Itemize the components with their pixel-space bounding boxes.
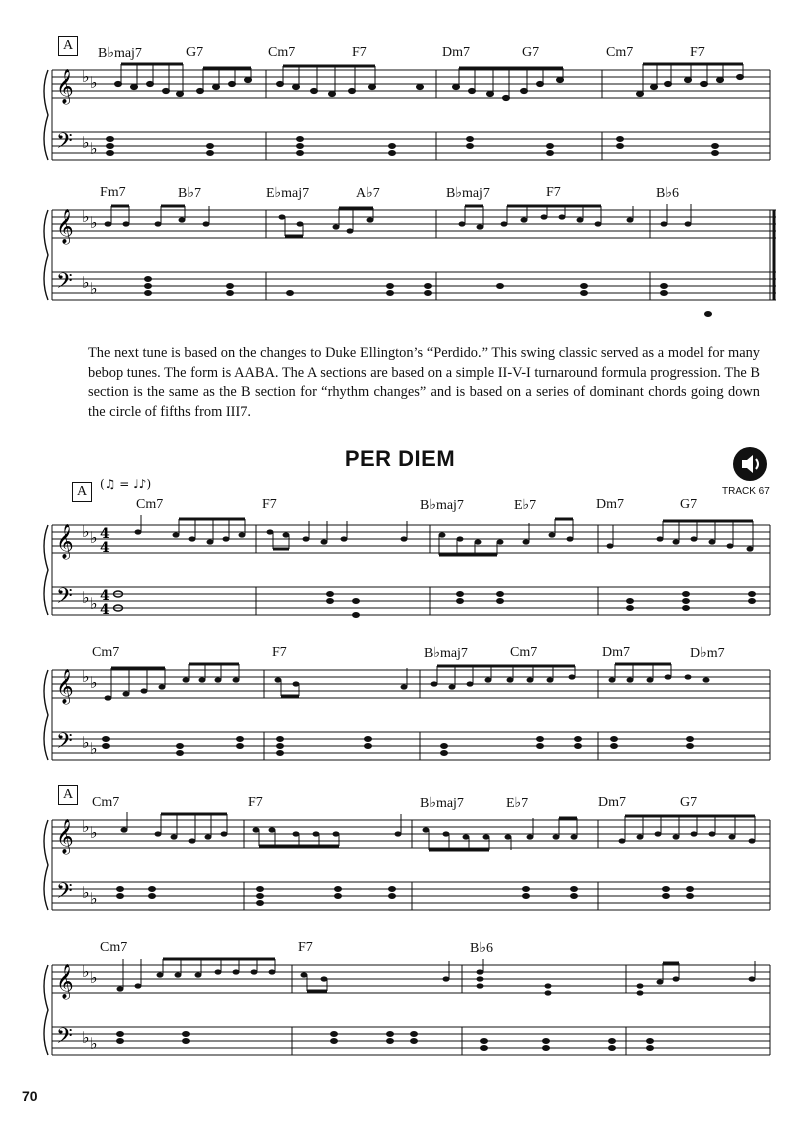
chord-symbol: Cm7 bbox=[92, 795, 120, 810]
chord-symbol: Cm7 bbox=[510, 645, 538, 660]
chord-symbol: Dm7 bbox=[442, 45, 470, 60]
svg-text:𝄢: 𝄢 bbox=[56, 1024, 73, 1054]
chord-symbol: B♭maj7 bbox=[420, 498, 464, 513]
svg-text:4: 4 bbox=[100, 588, 110, 604]
chord-symbol: F7 bbox=[546, 185, 561, 200]
chord-symbol: D♭m7 bbox=[690, 646, 725, 661]
chord-symbol: F7 bbox=[248, 795, 263, 810]
chord-symbol: Dm7 bbox=[598, 795, 626, 810]
svg-text:♭: ♭ bbox=[82, 133, 90, 152]
svg-text:𝄞: 𝄞 bbox=[56, 669, 74, 704]
chord-symbol: E♭7 bbox=[506, 796, 529, 811]
chord-symbol: F7 bbox=[298, 940, 313, 955]
chord-symbol: Cm7 bbox=[606, 45, 634, 60]
chord-symbol: Dm7 bbox=[602, 645, 630, 660]
chord-symbol: A♭7 bbox=[356, 186, 380, 201]
svg-text:𝄞: 𝄞 bbox=[56, 524, 74, 559]
chord-symbol: B♭6 bbox=[470, 941, 493, 956]
svg-text:♭: ♭ bbox=[82, 883, 90, 902]
grand-staff-system bbox=[0, 60, 800, 180]
svg-text:♭: ♭ bbox=[90, 528, 98, 547]
chord-symbol: Fm7 bbox=[100, 185, 126, 200]
svg-text:𝄢: 𝄢 bbox=[56, 879, 73, 909]
grand-staff-system bbox=[0, 955, 800, 1075]
chord-symbol: F7 bbox=[262, 497, 277, 512]
svg-text:♭: ♭ bbox=[90, 968, 98, 987]
svg-text:𝄢: 𝄢 bbox=[56, 729, 73, 759]
bass-clef-icon: 𝄢 bbox=[56, 129, 73, 159]
svg-text:♭: ♭ bbox=[90, 1034, 98, 1053]
svg-text:♭: ♭ bbox=[90, 279, 98, 298]
rehearsal-mark-a: A bbox=[72, 482, 92, 502]
chord-symbol: Cm7 bbox=[92, 645, 120, 660]
chord-symbol: G7 bbox=[680, 497, 698, 512]
chord-symbol: B♭7 bbox=[178, 186, 201, 201]
svg-text:♭: ♭ bbox=[90, 673, 98, 692]
chord-symbol: B♭maj7 bbox=[424, 646, 468, 661]
time-signature: 4 bbox=[100, 526, 110, 542]
svg-text:♭: ♭ bbox=[82, 962, 90, 981]
svg-text:♭: ♭ bbox=[82, 1028, 90, 1047]
svg-text:4: 4 bbox=[100, 540, 110, 556]
svg-text:𝄞: 𝄞 bbox=[56, 964, 74, 999]
page-number: 70 bbox=[22, 1088, 38, 1104]
speaker-icon bbox=[733, 447, 767, 481]
chord-symbol: B♭6 bbox=[656, 186, 679, 201]
svg-text:𝄢: 𝄢 bbox=[56, 584, 73, 614]
track-label: TRACK 67 bbox=[722, 486, 770, 497]
svg-text:♭: ♭ bbox=[90, 73, 98, 92]
svg-text:♭: ♭ bbox=[90, 823, 98, 842]
rehearsal-mark-a: A bbox=[58, 785, 78, 805]
svg-text:♭: ♭ bbox=[82, 588, 90, 607]
chord-symbol: Cm7 bbox=[136, 497, 164, 512]
chord-symbol: F7 bbox=[352, 45, 367, 60]
svg-text:♭: ♭ bbox=[82, 667, 90, 686]
grand-staff-system bbox=[0, 660, 800, 780]
svg-text:♭: ♭ bbox=[90, 213, 98, 232]
svg-text:♭: ♭ bbox=[82, 817, 90, 836]
chord-symbol: G7 bbox=[186, 45, 204, 60]
grand-staff-system bbox=[0, 515, 800, 635]
chord-symbol: B♭maj7 bbox=[98, 46, 142, 61]
svg-text:4: 4 bbox=[100, 602, 110, 618]
chord-symbol: B♭maj7 bbox=[446, 186, 490, 201]
svg-text:𝄢: 𝄢 bbox=[56, 269, 73, 299]
svg-text:♭: ♭ bbox=[90, 739, 98, 758]
chord-symbol: Dm7 bbox=[596, 497, 624, 512]
chord-symbol: E♭7 bbox=[514, 498, 537, 513]
description-paragraph: The next tune is based on the changes to Duke Ellington’s “Perdido.” This swing classic served as a model for many bebop tunes. The form is AABA. The A sections are based on a simple II-V-I turnaround formula progression. The B section is the same as the B section for “rhythm changes” and is based on a series of dominant chords going down the circle of fifths from III7. bbox=[88, 345, 760, 420]
chord-symbol: Cm7 bbox=[268, 45, 296, 60]
chord-symbol: F7 bbox=[690, 45, 705, 60]
chord-symbol: B♭maj7 bbox=[420, 796, 464, 811]
treble-clef-icon: 𝄞 bbox=[56, 69, 74, 104]
svg-text:𝄞: 𝄞 bbox=[56, 209, 74, 244]
svg-text:♭: ♭ bbox=[90, 889, 98, 908]
svg-text:♭: ♭ bbox=[82, 273, 90, 292]
swing-marking: (♫ = ♩♪) bbox=[100, 477, 152, 491]
flat-icon: ♭ bbox=[82, 67, 90, 86]
svg-text:♭: ♭ bbox=[90, 139, 98, 158]
chord-symbol: F7 bbox=[272, 645, 287, 660]
chord-symbol: E♭maj7 bbox=[266, 186, 310, 201]
tune-title: PER DIEM bbox=[344, 446, 456, 471]
svg-text:𝄞: 𝄞 bbox=[56, 819, 74, 854]
chord-symbol: G7 bbox=[680, 795, 698, 810]
rehearsal-mark-a: A bbox=[58, 36, 78, 56]
chord-symbol: G7 bbox=[522, 45, 540, 60]
chord-symbol: Cm7 bbox=[100, 940, 128, 955]
grand-staff-system bbox=[0, 810, 800, 930]
svg-text:♭: ♭ bbox=[82, 207, 90, 226]
svg-text:♭: ♭ bbox=[82, 522, 90, 541]
grand-staff-system bbox=[0, 200, 800, 325]
svg-text:♭: ♭ bbox=[82, 733, 90, 752]
svg-text:♭: ♭ bbox=[90, 594, 98, 613]
